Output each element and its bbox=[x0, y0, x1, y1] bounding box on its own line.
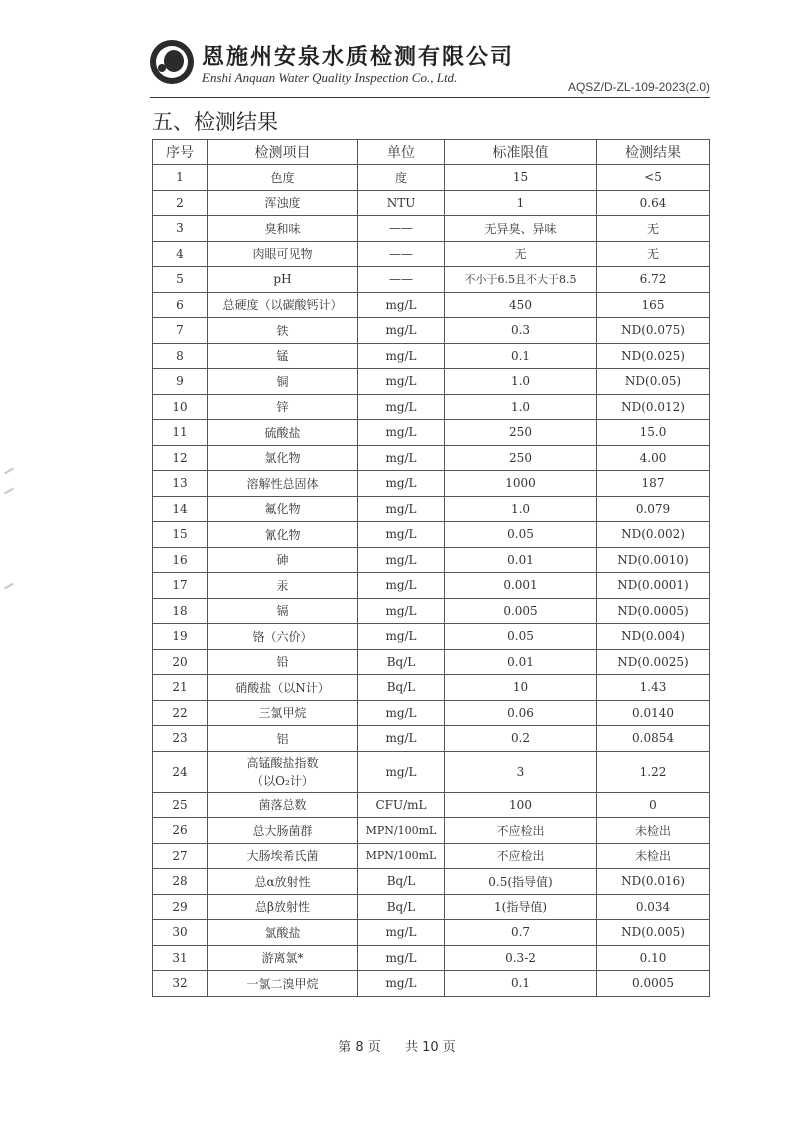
table-row bbox=[153, 945, 710, 971]
row-result: ND(0.0005) bbox=[597, 598, 710, 624]
table-row bbox=[153, 920, 710, 946]
table-row bbox=[153, 165, 710, 191]
row-limit: 0.05 bbox=[445, 624, 597, 650]
row-limit: 100 bbox=[445, 792, 597, 818]
header-result: 检测结果 bbox=[597, 140, 710, 165]
row-limit: 1.0 bbox=[445, 369, 597, 395]
table-row bbox=[153, 792, 710, 818]
table-row bbox=[153, 496, 710, 522]
row-result: 0.079 bbox=[597, 496, 710, 522]
row-result: 187 bbox=[597, 471, 710, 497]
row-no: 9 bbox=[153, 369, 208, 395]
row-limit: 不小于6.5且不大于8.5 bbox=[445, 267, 597, 293]
row-item: 铬（六价） bbox=[208, 624, 358, 650]
row-no: 14 bbox=[153, 496, 208, 522]
row-unit: Bq/L bbox=[358, 649, 445, 675]
row-limit: 0.01 bbox=[445, 649, 597, 675]
row-unit: MPN/100mL bbox=[358, 843, 445, 869]
row-unit: MPN/100mL bbox=[358, 818, 445, 844]
row-no: 26 bbox=[153, 818, 208, 844]
row-no: 24 bbox=[153, 751, 208, 792]
row-no: 17 bbox=[153, 573, 208, 599]
row-limit: 3 bbox=[445, 751, 597, 792]
table-row bbox=[153, 843, 710, 869]
table-row bbox=[153, 726, 710, 752]
row-result: 0.0005 bbox=[597, 971, 710, 997]
row-unit: mg/L bbox=[358, 920, 445, 946]
results-table bbox=[152, 139, 710, 997]
table-row bbox=[153, 241, 710, 267]
table-row bbox=[153, 471, 710, 497]
row-no: 20 bbox=[153, 649, 208, 675]
row-no: 7 bbox=[153, 318, 208, 344]
row-unit: Bq/L bbox=[358, 894, 445, 920]
row-unit: mg/L bbox=[358, 547, 445, 573]
table-row bbox=[153, 971, 710, 997]
row-no: 23 bbox=[153, 726, 208, 752]
row-result: 无 bbox=[597, 216, 710, 242]
row-item: 镉 bbox=[208, 598, 358, 624]
row-limit: 10 bbox=[445, 675, 597, 701]
row-result: 6.72 bbox=[597, 267, 710, 293]
header-no: 序号 bbox=[153, 140, 208, 165]
row-item: 溶解性总固体 bbox=[208, 471, 358, 497]
row-result: <5 bbox=[597, 165, 710, 191]
row-limit: 1.0 bbox=[445, 496, 597, 522]
row-item: 总硬度（以碳酸钙计） bbox=[208, 292, 358, 318]
row-unit: mg/L bbox=[358, 700, 445, 726]
row-item: 总β放射性 bbox=[208, 894, 358, 920]
page-total: 共 10 页 bbox=[404, 1040, 456, 1055]
row-result: ND(0.0010) bbox=[597, 547, 710, 573]
row-unit: mg/L bbox=[358, 471, 445, 497]
row-unit: mg/L bbox=[358, 522, 445, 548]
row-result: 0.0140 bbox=[597, 700, 710, 726]
row-unit: mg/L bbox=[358, 394, 445, 420]
row-unit: Bq/L bbox=[358, 675, 445, 701]
table-row bbox=[153, 573, 710, 599]
row-result: ND(0.025) bbox=[597, 343, 710, 369]
row-item: 氟化物 bbox=[208, 496, 358, 522]
table-row bbox=[153, 292, 710, 318]
table-row bbox=[153, 818, 710, 844]
row-item: 铝 bbox=[208, 726, 358, 752]
header-divider bbox=[150, 97, 710, 98]
row-unit: —— bbox=[358, 267, 445, 293]
page-number: 第 8 页 bbox=[338, 1040, 381, 1055]
row-no: 32 bbox=[153, 971, 208, 997]
row-result: 0.10 bbox=[597, 945, 710, 971]
table-row bbox=[153, 394, 710, 420]
company-name-cn: 恩施州安泉水质检测有限公司 bbox=[202, 44, 515, 70]
row-limit: 1000 bbox=[445, 471, 597, 497]
row-item: 硫酸盐 bbox=[208, 420, 358, 446]
row-no: 11 bbox=[153, 420, 208, 446]
row-result: ND(0.004) bbox=[597, 624, 710, 650]
header-unit: 单位 bbox=[358, 140, 445, 165]
row-item: 锰 bbox=[208, 343, 358, 369]
row-unit: mg/L bbox=[358, 292, 445, 318]
row-item bbox=[208, 751, 358, 792]
table-row bbox=[153, 700, 710, 726]
row-limit: 0.3 bbox=[445, 318, 597, 344]
table-row bbox=[153, 420, 710, 446]
row-item-line2: （以O₂计） bbox=[251, 773, 314, 788]
row-no: 30 bbox=[153, 920, 208, 946]
table-row bbox=[153, 751, 710, 792]
row-result: 0.0854 bbox=[597, 726, 710, 752]
row-result: ND(0.005) bbox=[597, 920, 710, 946]
scan-artifact bbox=[4, 488, 14, 495]
row-no: 21 bbox=[153, 675, 208, 701]
row-no: 5 bbox=[153, 267, 208, 293]
table-row bbox=[153, 894, 710, 920]
row-item-line1: 高锰酸盐指数 bbox=[246, 755, 319, 770]
row-no: 8 bbox=[153, 343, 208, 369]
row-limit: 0.01 bbox=[445, 547, 597, 573]
row-item: 铁 bbox=[208, 318, 358, 344]
table-row bbox=[153, 190, 710, 216]
row-item: pH bbox=[208, 267, 358, 293]
row-item: 总大肠菌群 bbox=[208, 818, 358, 844]
row-unit: CFU/mL bbox=[358, 792, 445, 818]
row-item: 大肠埃希氏菌 bbox=[208, 843, 358, 869]
table-row bbox=[153, 522, 710, 548]
row-item: 色度 bbox=[208, 165, 358, 191]
table-row bbox=[153, 267, 710, 293]
scan-artifact bbox=[4, 583, 14, 590]
row-item: 铅 bbox=[208, 649, 358, 675]
row-limit: 0.1 bbox=[445, 971, 597, 997]
row-no: 22 bbox=[153, 700, 208, 726]
row-limit: 不应检出 bbox=[445, 818, 597, 844]
row-no: 15 bbox=[153, 522, 208, 548]
row-result: ND(0.05) bbox=[597, 369, 710, 395]
row-unit: mg/L bbox=[358, 343, 445, 369]
row-limit: 1.0 bbox=[445, 394, 597, 420]
page-footer bbox=[0, 1036, 794, 1055]
row-limit: 15 bbox=[445, 165, 597, 191]
row-unit: mg/L bbox=[358, 726, 445, 752]
table-row bbox=[153, 869, 710, 895]
row-no: 29 bbox=[153, 894, 208, 920]
row-item: 锌 bbox=[208, 394, 358, 420]
row-item: 浑浊度 bbox=[208, 190, 358, 216]
row-unit: mg/L bbox=[358, 369, 445, 395]
row-item: 游离氯* bbox=[208, 945, 358, 971]
row-unit: mg/L bbox=[358, 598, 445, 624]
row-unit: mg/L bbox=[358, 751, 445, 792]
header-limit: 标准限值 bbox=[445, 140, 597, 165]
row-no: 25 bbox=[153, 792, 208, 818]
row-result: 1.22 bbox=[597, 751, 710, 792]
company-name-en: Enshi Anquan Water Quality Inspection Co., Ltd. bbox=[202, 70, 458, 85]
row-item: 一氯二溴甲烷 bbox=[208, 971, 358, 997]
row-result: 0.034 bbox=[597, 894, 710, 920]
row-limit: 0.3-2 bbox=[445, 945, 597, 971]
row-unit: NTU bbox=[358, 190, 445, 216]
row-item: 肉眼可见物 bbox=[208, 241, 358, 267]
row-limit: 0.05 bbox=[445, 522, 597, 548]
table-row bbox=[153, 547, 710, 573]
row-limit: 450 bbox=[445, 292, 597, 318]
row-limit: 250 bbox=[445, 420, 597, 446]
table-row bbox=[153, 318, 710, 344]
row-limit: 不应检出 bbox=[445, 843, 597, 869]
header-item: 检测项目 bbox=[208, 140, 358, 165]
row-no: 10 bbox=[153, 394, 208, 420]
row-limit: 0.1 bbox=[445, 343, 597, 369]
section-title: 五、检测结果 bbox=[152, 110, 278, 134]
row-result: 165 bbox=[597, 292, 710, 318]
table-row bbox=[153, 624, 710, 650]
table-row bbox=[153, 445, 710, 471]
row-no: 27 bbox=[153, 843, 208, 869]
row-result: ND(0.075) bbox=[597, 318, 710, 344]
row-item: 氯酸盐 bbox=[208, 920, 358, 946]
row-limit: 0.7 bbox=[445, 920, 597, 946]
row-item: 汞 bbox=[208, 573, 358, 599]
row-no: 1 bbox=[153, 165, 208, 191]
row-no: 6 bbox=[153, 292, 208, 318]
row-unit: mg/L bbox=[358, 624, 445, 650]
row-unit: mg/L bbox=[358, 420, 445, 446]
row-result: 1.43 bbox=[597, 675, 710, 701]
row-item: 铜 bbox=[208, 369, 358, 395]
row-limit: 0.5(指导值) bbox=[445, 869, 597, 895]
row-no: 28 bbox=[153, 869, 208, 895]
row-unit: 度 bbox=[358, 165, 445, 191]
row-result: 0.64 bbox=[597, 190, 710, 216]
table-header-row bbox=[153, 140, 710, 165]
row-no: 31 bbox=[153, 945, 208, 971]
row-unit: mg/L bbox=[358, 971, 445, 997]
row-result: 无 bbox=[597, 241, 710, 267]
row-item: 总α放射性 bbox=[208, 869, 358, 895]
row-result: ND(0.002) bbox=[597, 522, 710, 548]
row-item: 氰化物 bbox=[208, 522, 358, 548]
row-limit: 0.001 bbox=[445, 573, 597, 599]
row-result: ND(0.012) bbox=[597, 394, 710, 420]
row-item: 砷 bbox=[208, 547, 358, 573]
row-no: 4 bbox=[153, 241, 208, 267]
row-result: 未检出 bbox=[597, 843, 710, 869]
row-unit: mg/L bbox=[358, 496, 445, 522]
row-limit: 250 bbox=[445, 445, 597, 471]
table-row bbox=[153, 343, 710, 369]
row-limit: 0.005 bbox=[445, 598, 597, 624]
row-item: 臭和味 bbox=[208, 216, 358, 242]
row-limit: 0.06 bbox=[445, 700, 597, 726]
row-result: 4.00 bbox=[597, 445, 710, 471]
row-limit: 0.2 bbox=[445, 726, 597, 752]
table-row bbox=[153, 675, 710, 701]
row-no: 3 bbox=[153, 216, 208, 242]
row-limit: 无异臭、异味 bbox=[445, 216, 597, 242]
row-limit: 无 bbox=[445, 241, 597, 267]
row-result: 未检出 bbox=[597, 818, 710, 844]
row-no: 12 bbox=[153, 445, 208, 471]
row-result: 15.0 bbox=[597, 420, 710, 446]
row-no: 16 bbox=[153, 547, 208, 573]
row-unit: mg/L bbox=[358, 573, 445, 599]
row-item: 菌落总数 bbox=[208, 792, 358, 818]
row-unit: Bq/L bbox=[358, 869, 445, 895]
table-row bbox=[153, 216, 710, 242]
row-no: 13 bbox=[153, 471, 208, 497]
table-row bbox=[153, 649, 710, 675]
row-unit: —— bbox=[358, 241, 445, 267]
document-code: AQSZ/D-ZL-109-2023(2.0) bbox=[567, 80, 710, 94]
row-unit: mg/L bbox=[358, 945, 445, 971]
row-result: ND(0.0025) bbox=[597, 649, 710, 675]
row-no: 19 bbox=[153, 624, 208, 650]
row-result: ND(0.016) bbox=[597, 869, 710, 895]
row-unit: mg/L bbox=[358, 445, 445, 471]
row-limit: 1 bbox=[445, 190, 597, 216]
row-result: ND(0.0001) bbox=[597, 573, 710, 599]
table-row bbox=[153, 598, 710, 624]
row-unit: —— bbox=[358, 216, 445, 242]
table-row bbox=[153, 369, 710, 395]
row-no: 2 bbox=[153, 190, 208, 216]
row-item: 氯化物 bbox=[208, 445, 358, 471]
row-limit: 1(指导值) bbox=[445, 894, 597, 920]
row-item: 三氯甲烷 bbox=[208, 700, 358, 726]
scan-artifact bbox=[4, 468, 14, 475]
row-item: 硝酸盐（以N计） bbox=[208, 675, 358, 701]
row-result: 0 bbox=[597, 792, 710, 818]
company-logo-icon bbox=[150, 40, 194, 84]
row-no: 18 bbox=[153, 598, 208, 624]
row-unit: mg/L bbox=[358, 318, 445, 344]
